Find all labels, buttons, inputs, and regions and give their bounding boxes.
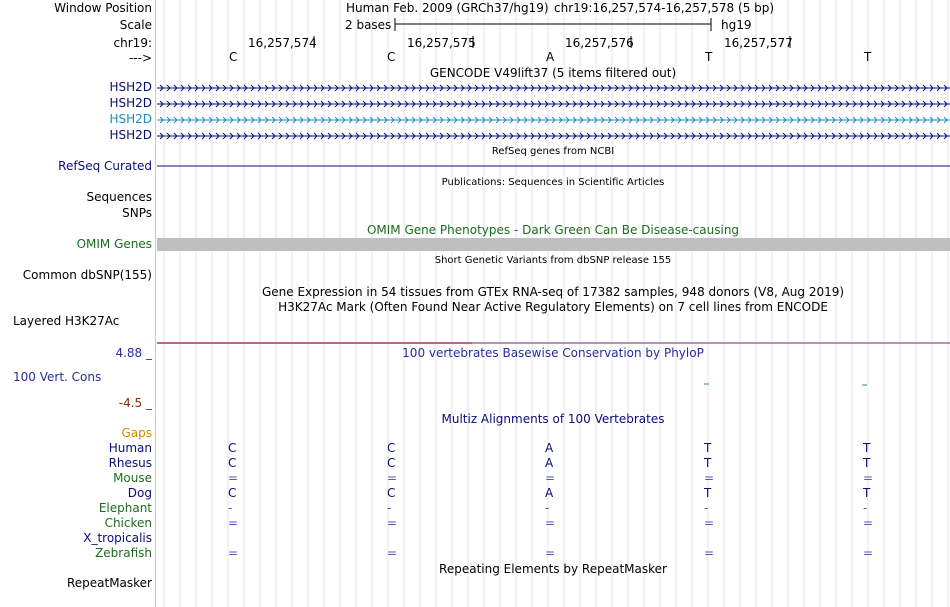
ref-base: T [705, 50, 713, 64]
aligned-base: = [228, 516, 239, 530]
aligned-base: = [228, 546, 239, 560]
aligned-base: = [863, 471, 874, 485]
aligned-base: = [704, 471, 715, 485]
aligned-base: - [863, 501, 868, 515]
dbsnp-label[interactable]: Common dbSNP(155) [22, 268, 152, 282]
aligned-base: C [387, 456, 396, 470]
aligned-base: = [863, 546, 874, 560]
aligned-base: = [545, 471, 556, 485]
aligned-base: = [704, 516, 715, 530]
aligned-base: = [387, 516, 398, 530]
aligned-base: C [228, 486, 237, 500]
aligned-base: - [545, 501, 550, 515]
species-label-dog[interactable]: Dog [127, 486, 152, 500]
aligned-base: A [545, 456, 554, 470]
scale-text: 2 bases [345, 18, 392, 32]
ref-base: T [864, 50, 872, 64]
aligned-base: = [704, 546, 715, 560]
scale-label: Scale [119, 18, 152, 32]
aligned-base: - [704, 501, 709, 515]
aligned-base: = [387, 471, 398, 485]
strand-label: ---> [128, 51, 152, 65]
ruler-tick-label: 16,257,575 [407, 36, 476, 50]
repeatmasker-title[interactable]: Repeating Elements by RepeatMasker [439, 562, 667, 576]
ruler-tick-label: 16,257,576 [565, 36, 634, 50]
ruler-tick-label: 16,257,577 [724, 36, 793, 50]
aligned-base: C [228, 441, 237, 455]
aligned-base: C [387, 441, 396, 455]
repeatmasker-label[interactable]: RepeatMasker [66, 576, 152, 590]
conservation-max: 4.88 _ [115, 346, 152, 360]
conservation-label[interactable]: 100 Vert. Cons [13, 370, 102, 384]
species-label-mouse[interactable]: Mouse [113, 471, 152, 485]
window-position-label: Window Position [54, 1, 152, 15]
conservation-title[interactable]: 100 vertebrates Basewise Conservation by PhyloP [402, 346, 704, 360]
aligned-base: T [704, 456, 712, 470]
aligned-base: T [704, 441, 712, 455]
species-label-human[interactable]: Human [108, 441, 152, 455]
refseq-title[interactable]: RefSeq genes from NCBI [491, 146, 615, 157]
aligned-base: = [545, 516, 556, 530]
gencode-title[interactable]: GENCODE V49lift37 (5 items filtered out) [429, 66, 677, 80]
species-label-zebrafish[interactable]: Zebrafish [95, 546, 152, 560]
ref-base: A [546, 50, 555, 64]
species-label-elephant[interactable]: Elephant [98, 501, 152, 515]
assembly-name: Human Feb. 2009 (GRCh37/hg19) [346, 1, 549, 15]
aligned-base: - [387, 501, 392, 515]
omim-label[interactable]: OMIM Genes [76, 237, 152, 251]
aligned-base: C [228, 456, 237, 470]
aligned-base: = [387, 546, 398, 560]
aligned-base: C [387, 486, 396, 500]
ref-base: C [229, 50, 238, 64]
multiz-title[interactable]: Multiz Alignments of 100 Vertebrates [441, 412, 665, 426]
aligned-base: - [228, 501, 233, 515]
species-label-xtropicalis[interactable]: X_tropicalis [83, 531, 152, 545]
conservation-min: -4.5 _ [118, 396, 152, 410]
aligned-base: T [863, 486, 871, 500]
aligned-base: T [704, 486, 712, 500]
publications-label-snps[interactable]: SNPs [122, 206, 152, 220]
aligned-base: A [545, 441, 554, 455]
gencode-row-label-4[interactable]: HSH2D [109, 128, 152, 142]
position-text[interactable]: chr19:16,257,574-16,257,578 (5 bp) [554, 1, 775, 15]
gencode-row-label-2[interactable]: HSH2D [109, 96, 152, 110]
h3k27ac-label[interactable]: Layered H3K27Ac [13, 314, 120, 328]
aligned-base: = [228, 471, 239, 485]
species-label-chicken[interactable]: Chicken [104, 516, 152, 530]
aligned-base: = [863, 516, 874, 530]
gencode-row-label-3[interactable]: HSH2D [109, 112, 152, 126]
aligned-base: A [545, 486, 554, 500]
omim-title[interactable]: OMIM Gene Phenotypes - Dark Green Can Be Disease-causing [366, 223, 740, 237]
omim-bar [157, 238, 950, 251]
refseq-label[interactable]: RefSeq Curated [58, 159, 152, 173]
aligned-base: T [863, 456, 871, 470]
h3k27ac-title[interactable]: H3K27Ac Mark (Often Found Near Active Regulatory Elements) on 7 cell lines from ENCODE [278, 300, 828, 314]
dbsnp-title[interactable]: Short Genetic Variants from dbSNP release 155 [434, 255, 672, 266]
species-label-rhesus[interactable]: Rhesus [108, 456, 152, 470]
aligned-base: = [545, 546, 556, 560]
publications-title[interactable]: Publications: Sequences in Scientific Articles [441, 177, 665, 188]
chrom-label: chr19: [113, 36, 152, 50]
gencode-row-label-1[interactable]: HSH2D [109, 80, 152, 94]
ruler-tick-label: 16,257,574 [248, 36, 317, 50]
gtex-title[interactable]: Gene Expression in 54 tissues from GTEx RNA-seq of 17382 samples, 948 donors (V8, Aug 2019) [261, 285, 845, 299]
db-name: hg19 [721, 18, 752, 32]
ref-base: C [387, 50, 396, 64]
aligned-base: T [863, 441, 871, 455]
publications-label-sequences[interactable]: Sequences [86, 190, 152, 204]
gaps-label[interactable]: Gaps [121, 426, 152, 440]
